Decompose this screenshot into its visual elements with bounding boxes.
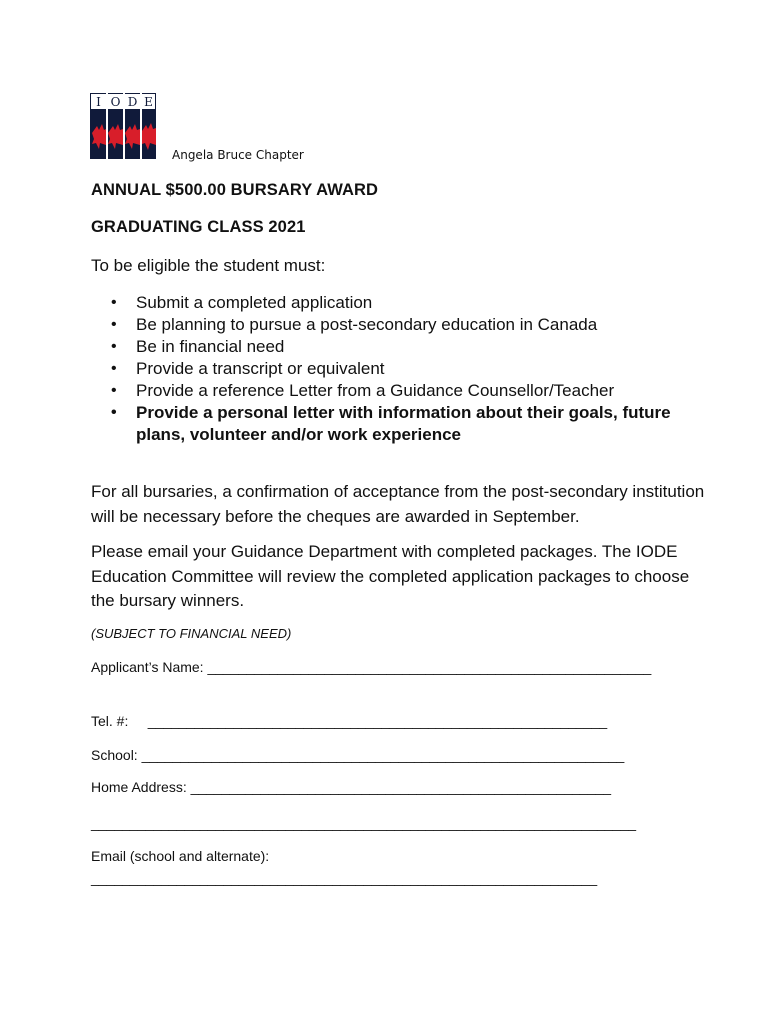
list-item (91, 336, 691, 358)
list-item (91, 380, 691, 402)
requirement-text: Be planning to pursue a post-secondary education in Canada (136, 315, 598, 334)
list-item (91, 402, 691, 446)
chapter-name: Angela Bruce Chapter (172, 148, 304, 162)
requirement-text: Be in financial need (136, 337, 285, 356)
applicant-name-field[interactable]: Applicant’s Name: _________________________________________________________ (91, 659, 652, 675)
graduating-class: GRADUATING CLASS 2021 (91, 218, 306, 236)
telephone-field[interactable]: Tel. #: ___________________________________________________________ (91, 713, 608, 729)
logo-letter-d: D (127, 95, 138, 109)
bullet-icon: • (111, 382, 117, 399)
bullet-icon: • (111, 360, 117, 377)
bullet-icon: • (111, 294, 117, 311)
requirement-text: Submit a completed application (136, 293, 373, 312)
requirement-text: Provide a transcript or equivalent (136, 359, 385, 378)
list-item (91, 314, 691, 336)
logo-letter-i: I (96, 95, 101, 109)
acceptance-paragraph: For all bursaries, a confirmation of acceptance from the post-secondary institution will be necessary before the cheques are awarded in September. (91, 482, 705, 526)
list-item (91, 292, 691, 314)
logo-letter-o: O (110, 95, 121, 109)
iode-logo (90, 93, 156, 159)
requirements-list (91, 292, 691, 446)
bullet-icon: • (111, 338, 117, 355)
school-field[interactable]: School: ______________________________________________________________ (91, 747, 625, 763)
email-label: Email (school and alternate): (91, 848, 270, 864)
financial-need-note: (SUBJECT TO FINANCIAL NEED) (91, 626, 292, 641)
home-address-line-2[interactable]: ______________________________________________________________________ (91, 815, 637, 831)
home-address-field[interactable]: Home Address: ______________________________________________________ (91, 779, 612, 795)
email-field[interactable]: _________________________________________________________________ (91, 870, 598, 886)
email-paragraph: Please email your Guidance Department with completed packages. The IODE Education Committee will review the completed application packages to choose the bursary winners. (91, 542, 690, 610)
eligibility-intro: To be eligible the student must: (91, 256, 326, 275)
bullet-icon: • (111, 404, 117, 421)
award-title: ANNUAL $500.00 BURSARY AWARD (91, 181, 379, 199)
requirement-text: Provide a reference Letter from a Guidance Counsellor/Teacher (136, 381, 615, 400)
logo-letter-e: E (144, 95, 153, 109)
list-item (91, 358, 691, 380)
requirement-text: Provide a personal letter with information about their goals, future plans, volunteer and/or work experience (136, 403, 671, 444)
bullet-icon: • (111, 316, 117, 333)
